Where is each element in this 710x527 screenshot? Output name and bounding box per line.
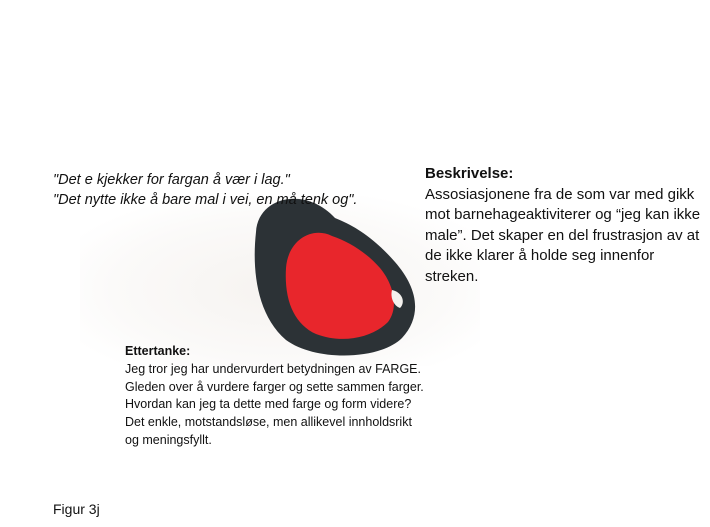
reflection-line: Jeg tror jeg har undervurdert betydningen av FARGE. — [125, 361, 421, 376]
quote-block — [53, 170, 357, 210]
reflection-line: Det enkle, motstandsløse, men allikevel innholdsrikt — [125, 415, 412, 430]
description-text: Assosiasjonene fra de som var med gikk mot barnehageaktiviterer og “jeg kan ikke male”. Det skaper en del frustrasjon av at de ikke klarer å holde seg innenfor streken. — [425, 185, 701, 285]
quote-line: "Det nytte ikke å bare mal i vei, en må tenk og". — [53, 192, 358, 208]
description-heading: Beskrivelse: — [425, 165, 514, 182]
quote-line: "Det e kjekker for fargan å vær i lag." — [53, 172, 290, 188]
reflection-line: Gleden over å vurdere farger og sette sammen farger. — [125, 379, 424, 394]
reflection-section — [125, 343, 495, 450]
reflection-line: Hvordan kan jeg ta dette med farge og form videre? — [125, 397, 412, 412]
painting-image — [80, 196, 480, 366]
figure-caption: Figur 3j — [53, 501, 100, 517]
reflection-heading: Ettertanke: — [125, 344, 191, 358]
reflection-line: og meningsfyllt. — [125, 432, 212, 447]
description-section — [425, 164, 710, 287]
